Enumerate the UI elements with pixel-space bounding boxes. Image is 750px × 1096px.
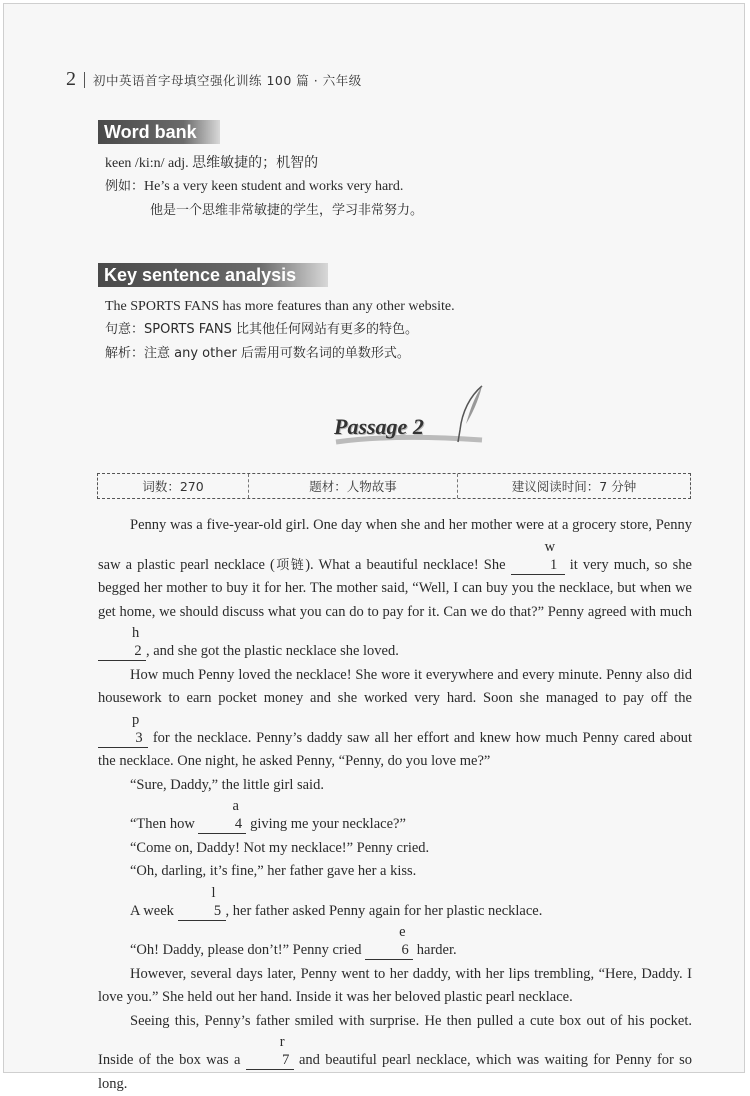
word-bank-example-translation: 他是一个思维非常敏捷的学生，学习非常努力。 [150, 201, 423, 221]
page [3, 3, 745, 1073]
book-title: 初中英语首字母填空强化训练 100 篇 · 六年级 [93, 71, 362, 89]
paragraph: “Oh! Daddy, please don’t!” Penny cried e 6 harder. [98, 923, 692, 963]
word-bank-example: 例如：He’s a very keen student and works very hard. [105, 177, 403, 197]
blank-2[interactable]: h 2 [98, 624, 146, 661]
passage-info-box [97, 473, 691, 499]
word-count: 词数：270 [98, 474, 249, 498]
paragraph: Seeing this, Penny’s father smiled with surprise. He then pulled a cute box out of his pocket. Inside of the box was a r 7 and beautiful pearl necklace, which was waiting for Penny for so long. [98, 1010, 692, 1096]
feather-quill-icon [452, 384, 488, 444]
paragraph: A week l 5 , her father asked Penny again for her plastic necklace. [98, 884, 692, 924]
key-sentence-text: The SPORTS FANS has more features than any other website. [105, 297, 455, 317]
paragraph: How much Penny loved the necklace! She wore it everywhere and every minute. Penny also did housework to earn pocket money and she worked very hard. Soon she managed to pay off the p 3 for the necklace. Penny’s daddy saw all her effort and knew how much Penny cared about the necklace. One night, he asked Penny, “Penny, do you love me?” [98, 664, 692, 774]
paragraph: “Sure, Daddy,” the little girl said. [98, 774, 692, 798]
passage-body [98, 514, 692, 1096]
blank-1[interactable]: w 1 [511, 538, 565, 575]
word-bank-heading: Word bank [104, 122, 197, 142]
key-sentence-heading: Key sentence analysis [104, 265, 296, 285]
paragraph: “Then how a 4 giving me your necklace?” [98, 797, 692, 837]
passage-title: Passage 2 [334, 414, 424, 440]
reading-time: 建议阅读时间：7 分钟 [458, 474, 690, 498]
key-sentence-meaning: 句意：SPORTS FANS 比其他任何网站有更多的特色。 [105, 320, 418, 340]
paragraph: Penny was a five-year-old girl. One day when she and her mother were at a grocery store, Penny saw a plastic pearl necklace (项链). What a beautiful necklace! She w 1 it very much, so she begged her mother to buy it for her. The mother said, “Well, I can buy you the necklace, but when we get home, we should discuss what you can do to pay for it. Can we do that?” Penny agreed with much h 2 , and she got the plastic necklace she loved. [98, 514, 692, 664]
page-header [66, 68, 362, 91]
paragraph: “Oh, darling, it’s fine,” her father gave her a kiss. [98, 860, 692, 884]
blank-3[interactable]: p 3 [98, 711, 148, 748]
topic: 题材：人物故事 [249, 474, 458, 498]
blank-5[interactable]: l 5 [178, 884, 226, 921]
header-divider [84, 72, 85, 88]
word-bank-heading-bar [98, 120, 220, 144]
paragraph: However, several days later, Penny went to her daddy, with her lips trembling, “Here, Daddy. I love you.” She held out her hand. Inside it was her beloved plastic pearl necklace. [98, 963, 692, 1010]
page-number: 2 [66, 68, 76, 91]
paragraph: “Come on, Daddy! Not my necklace!” Penny cried. [98, 837, 692, 861]
blank-6[interactable]: e 6 [365, 923, 413, 960]
word-bank-entry: keen /ki:n/ adj. 思维敏捷的；机智的 [105, 154, 318, 174]
key-sentence-heading-bar [98, 263, 328, 287]
blank-7[interactable]: r 7 [246, 1033, 294, 1070]
blank-4[interactable]: a 4 [198, 797, 246, 834]
key-sentence-analysis: 解析：注意 any other 后需用可数名词的单数形式。 [105, 344, 410, 364]
